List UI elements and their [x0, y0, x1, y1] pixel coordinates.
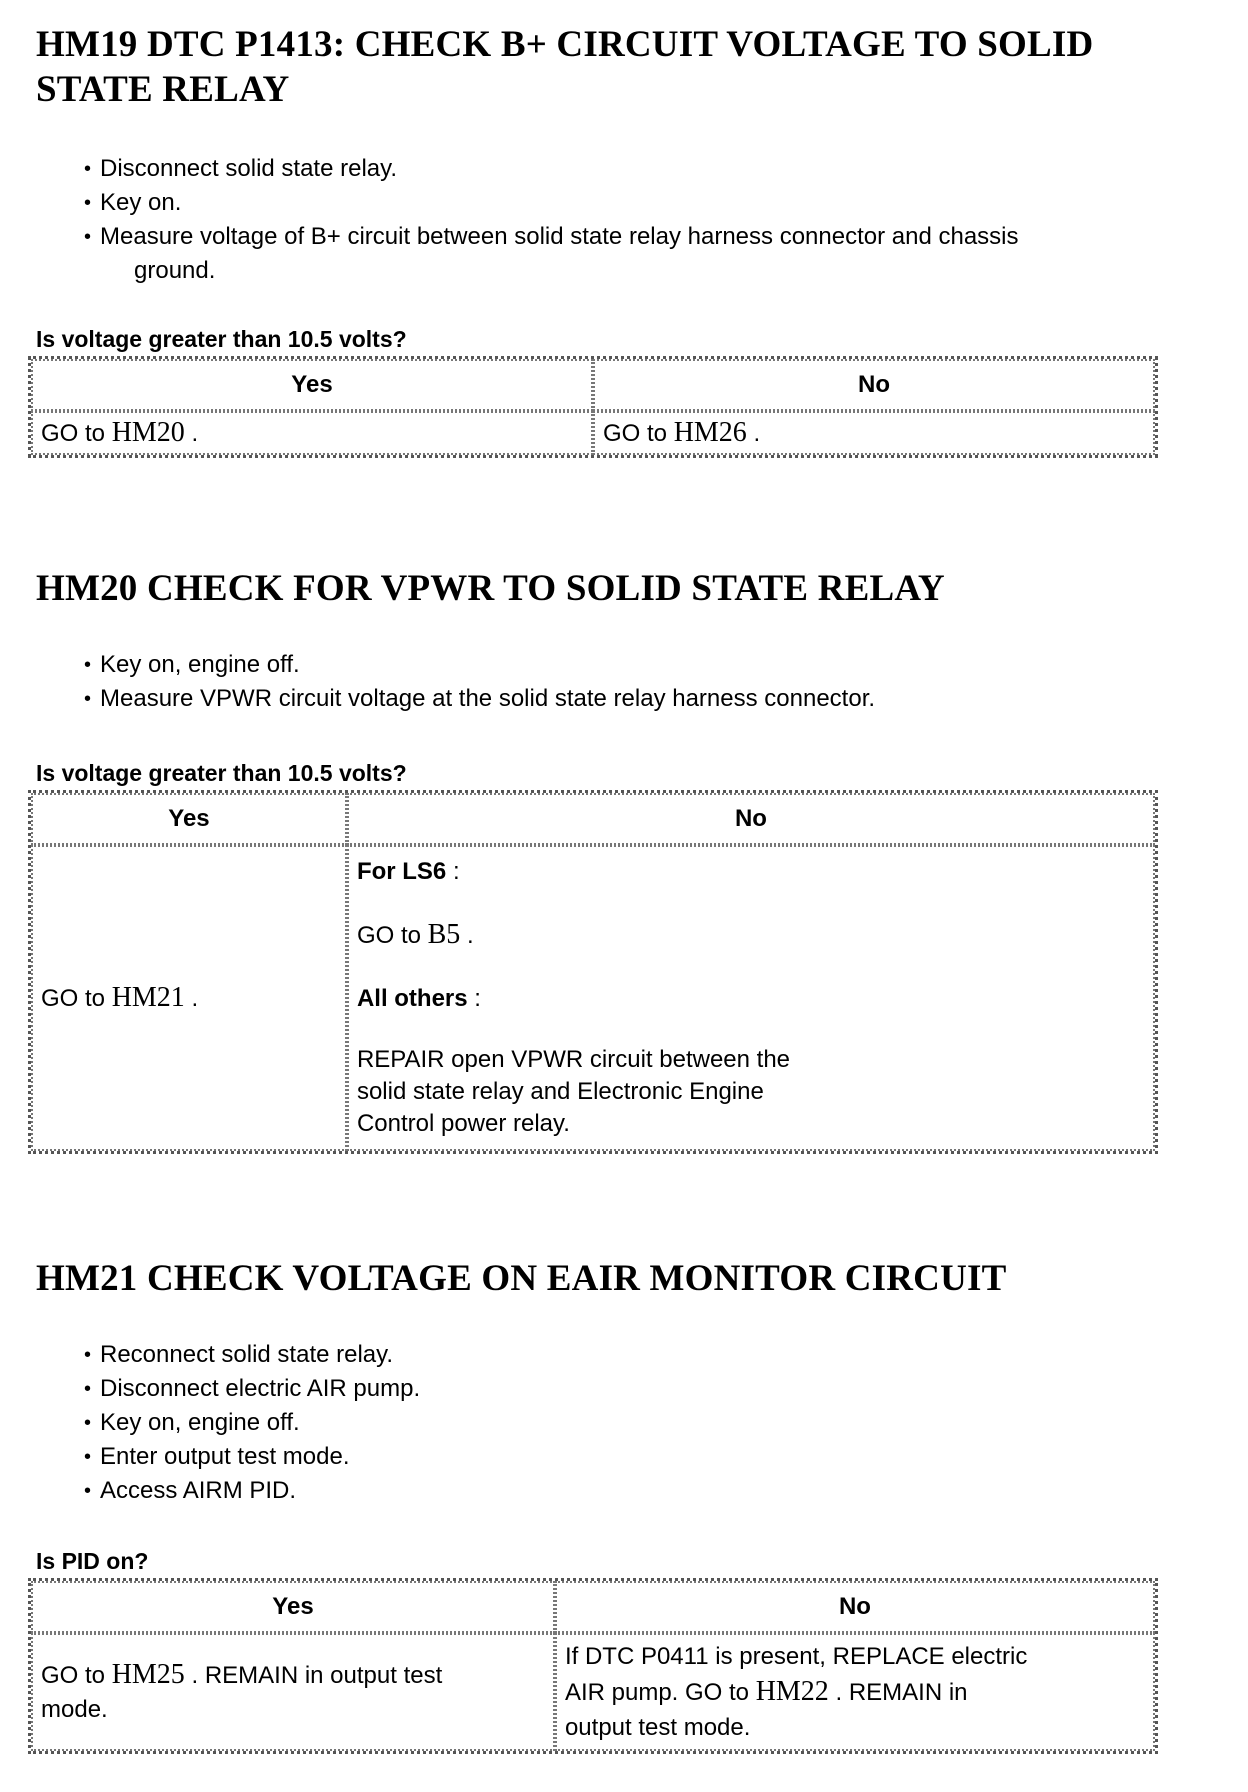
- table-row: [31, 411, 1155, 455]
- all-others-label: All others: [356, 985, 468, 1012]
- no-header: No: [593, 359, 1155, 411]
- hm20-question: Is voltage greater than 10.5 volts?: [36, 760, 407, 786]
- hm20-title: HM20 CHECK FOR VPWR TO SOLID STATE RELAY: [36, 568, 945, 609]
- list-item: • Reconnect solid state relay.: [84, 1338, 1214, 1372]
- hm20-steps: [84, 648, 1214, 716]
- hm21-decision-table: [28, 1578, 1158, 1754]
- yes-cell: GO to HM20 .: [31, 411, 593, 455]
- hm19-steps: [84, 152, 1214, 288]
- hm21-link[interactable]: HM21: [111, 982, 185, 1013]
- hm20-decision-table: [28, 790, 1158, 1154]
- no-cell: GO to HM26 .: [593, 411, 1155, 455]
- yes-header: Yes: [31, 1581, 555, 1633]
- hm22-link[interactable]: HM22: [755, 1676, 829, 1707]
- hm19-question: Is voltage greater than 10.5 volts?: [36, 326, 407, 352]
- hm19-title-line1: HM19 DTC P1413: CHECK B+ CIRCUIT VOLTAGE TO SOLID: [36, 24, 1094, 65]
- for-ls6-label: For LS6: [356, 858, 447, 885]
- hm21-title: HM21 CHECK VOLTAGE ON EAIR MONITOR CIRCUIT: [36, 1258, 1007, 1299]
- no-header: No: [555, 1581, 1155, 1633]
- hm21-question: Is PID on?: [36, 1548, 149, 1574]
- hm20-heading: [36, 566, 1206, 611]
- hm19-decision-table: [28, 356, 1158, 458]
- yes-header: Yes: [31, 793, 347, 845]
- hm21-heading: [36, 1256, 1206, 1301]
- no-cell: If DTC P0411 is present, REPLACE electric AIR pump. GO to HM22 . REMAIN in output test mode.: [555, 1633, 1155, 1751]
- table-header-row: [31, 793, 1155, 845]
- table-header-row: [31, 1581, 1155, 1633]
- list-item: • Disconnect solid state relay.: [84, 152, 1214, 186]
- yes-header: Yes: [31, 359, 593, 411]
- yes-cell: GO to HM25 . REMAIN in output test mode.: [31, 1633, 555, 1751]
- list-item: • Disconnect electric AIR pump.: [84, 1372, 1214, 1406]
- list-item: • Enter output test mode.: [84, 1440, 1214, 1474]
- table-row: [31, 845, 1155, 1151]
- hm26-link[interactable]: HM26: [673, 417, 747, 448]
- list-item: • Key on.: [84, 186, 1214, 220]
- list-item: • Measure VPWR circuit voltage at the solid state relay harness connector.: [84, 682, 1214, 716]
- yes-cell: GO to HM21 .: [31, 845, 347, 1151]
- table-row: [31, 1633, 1155, 1751]
- table-header-row: [31, 359, 1155, 411]
- hm20-link[interactable]: HM20: [111, 417, 185, 448]
- list-item: • Key on, engine off.: [84, 1406, 1214, 1440]
- list-item: • Measure voltage of B+ circuit between solid state relay harness connector and chassis ground.: [84, 220, 1214, 288]
- hm19-title: [36, 22, 1206, 112]
- b5-link[interactable]: B5: [427, 919, 461, 950]
- list-item: • Access AIRM PID.: [84, 1474, 1214, 1508]
- hm19-heading: [36, 22, 1206, 112]
- hm19-title-line2: STATE RELAY: [36, 69, 290, 110]
- no-header: No: [347, 793, 1155, 845]
- list-item: • Key on, engine off.: [84, 648, 1214, 682]
- hm25-link[interactable]: HM25: [111, 1658, 185, 1690]
- no-cell: For LS6 : GO to B5 . All others : REPAIR open VPWR circuit between the solid state relay and Electronic Engine Control power relay.: [347, 845, 1155, 1151]
- hm21-steps: [84, 1338, 1214, 1508]
